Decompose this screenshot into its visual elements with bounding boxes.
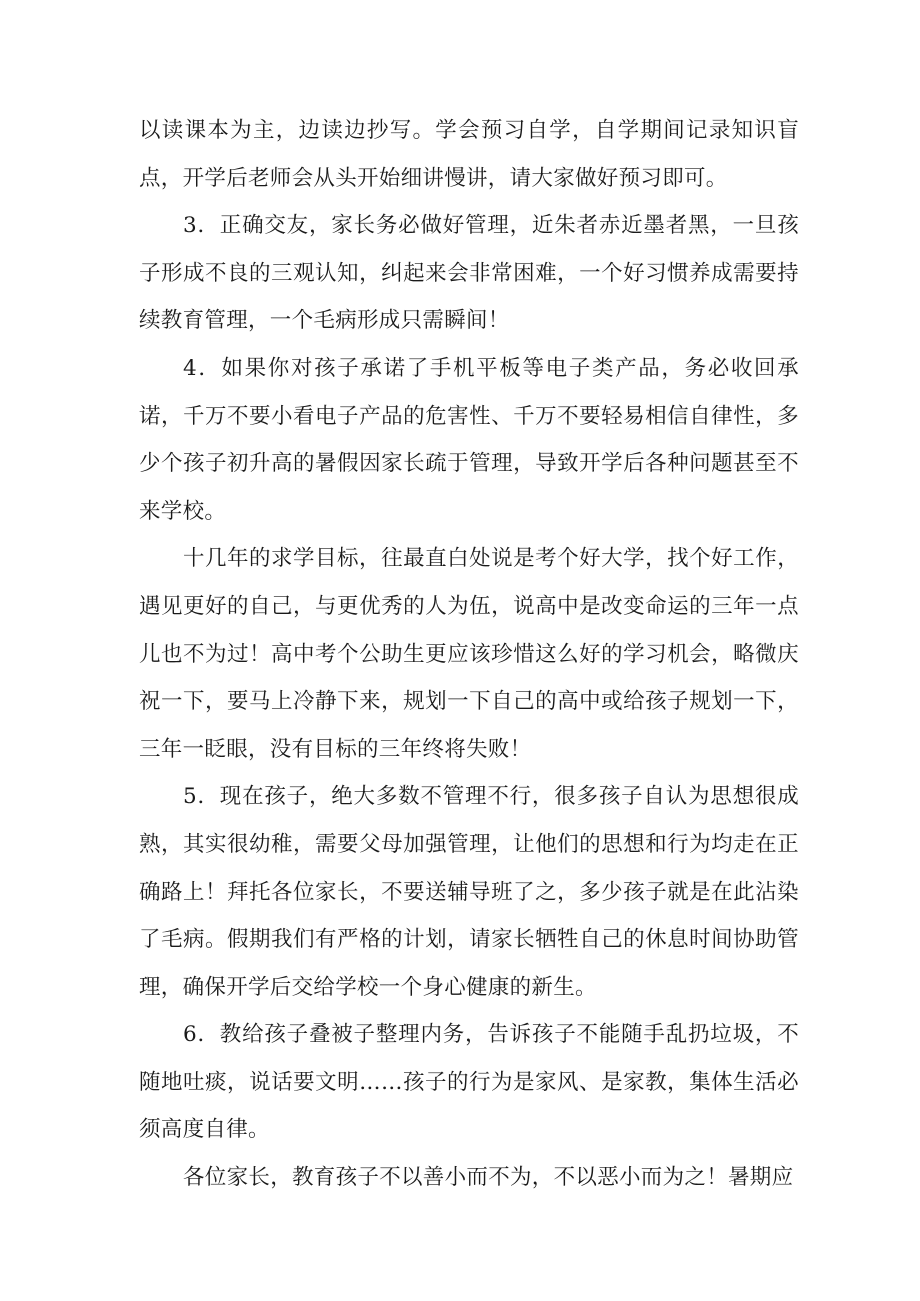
paragraph-continuation: 以读课本为主，边读边抄写。学会预习自学，自学期间记录知识盲点，开学后老师会从头开始细讲慢讲，请大家做好预习即可。 — [139, 118, 799, 191]
paragraph-item-6: 6．教给孩子叠被子整理内务，告诉孩子不能随手乱扔垃圾，不随地吐痰，说话要文明……孩子的行为是家风、是家教，集体生活必须高度自律。 — [139, 1022, 799, 1143]
paragraph-study-goals: 十几年的求学目标，往最直白处说是考个好大学，找个好工作，遇见更好的自己，与更优秀的人为伍，说高中是改变命运的三年一点儿也不为过！高中考个公助生更应该珍惜这么好的学习机会，略微庆祝一下，要马上冷静下来，规划一下自己的高中或给孩子规划一下，三年一眨眼，没有目标的三年终将失败！ — [139, 546, 799, 762]
paragraph-closing: 各位家长，教育孩子不以善小而不为，不以恶小而为之！暑期应 — [183, 1165, 794, 1191]
paragraph-item-5: 5．现在孩子，绝大多数不管理不行，很多孩子自认为思想很成熟，其实很幼稚，需要父母加强管理，让他们的思想和行为均走在正确路上！拜托各位家长，不要送辅导班了之，多少孩子就是在此沾染了毛病。假期我们有严格的计划，请家长牺牲自己的休息时间协助管理，确保开学后交给学校一个身心健康的新生。 — [139, 784, 799, 1000]
document-body — [139, 107, 799, 1202]
paragraph-item-3: 3．正确交友，家长务必做好管理，近朱者赤近墨者黑，一旦孩子形成不良的三观认知，纠起来会非常困难，一个好习惯养成需要持续教育管理，一个毛病形成只需瞬间！ — [139, 213, 799, 334]
paragraph-item-4: 4．如果你对孩子承诺了手机平板等电子类产品，务必收回承诺，千万不要小看电子产品的危害性、千万不要轻易相信自律性，多少个孩子初升高的暑假因家长疏于管理，导致开学后各种问题甚至不来学校。 — [139, 355, 799, 524]
